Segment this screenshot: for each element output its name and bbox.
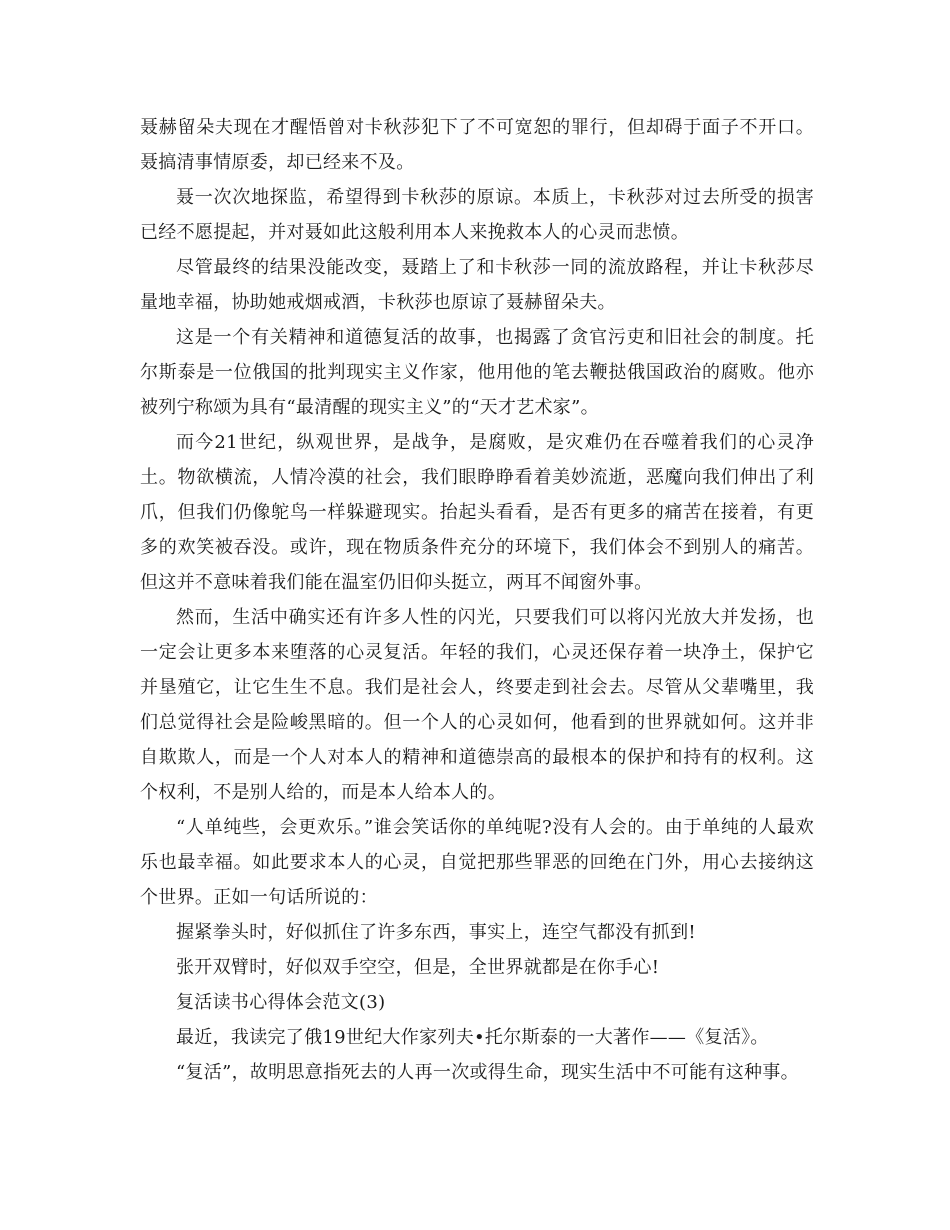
section-heading: 复活读书心得体会范文(3) — [176, 992, 386, 1013]
paragraph-11: 最近，我读完了俄19世纪大作家列夫•托尔斯泰的一大著作——《复活》。 — [176, 1027, 769, 1048]
document-body — [140, 110, 814, 1090]
paragraph-3: 尽管最终的结果没能改变，聂踏上了和卡秋莎一同的流放路程，并让卡秋莎尽量地幸福，协助她戒烟戒酒，卡秋莎也原谅了聂赫留朵夫。 — [140, 257, 814, 313]
paragraph-8: 握紧拳头时，好似抓住了许多东西，事实上，连空气都没有抓到! — [176, 922, 696, 943]
paragraph-9: 张开双臂时，好似双手空空，但是，全世界就都是在你手心! — [176, 957, 660, 978]
paragraph-5: 而今21世纪，纵观世界，是战争，是腐败，是灾难仍在吞噬着我们的心灵净土。物欲横流，人情冷漠的社会，我们眼睁睁看着美妙流逝，恶魔向我们伸出了利爪，但我们仍像鸵鸟一样躲避现实。抬起头看看，是否有更多的痛苦在接着，有更多的欢笑被吞没。或许，现在物质条件充分的环境下，我们体会不到别人的痛苦。但这并不意味着我们能在温室仍旧仰头挺立，两耳不闻窗外事。 — [140, 432, 814, 593]
paragraph-12: “复活”，故明思意指死去的人再一次或得生命，现实生活中不可能有这种事。 — [176, 1062, 799, 1083]
paragraph-7: “人单纯些，会更欢乐。”谁会笑话你的单纯呢?没有人会的。由于单纯的人最欢乐也最幸福。如此要求本人的心灵，自觉把那些罪恶的回绝在门外，用心去接纳这个世界。正如一句话所说的： — [140, 817, 814, 908]
paragraph-6: 然而，生活中确实还有许多人性的闪光，只要我们可以将闪光放大并发扬，也一定会让更多本来堕落的心灵复活。年轻的我们，心灵还保存着一块净土，保护它并垦殖它，让它生生不息。我们是社会人，终要走到社会去。尽管从父辈嘴里，我们总觉得社会是险峻黑暗的。但一个人的心灵如何，他看到的世界就如何。这并非自欺欺人，而是一个人对本人的精神和道德崇高的最根本的保护和持有的权利。这个权利，不是别人给的，而是本人给本人的。 — [140, 607, 814, 803]
paragraph-1: 聂赫留朵夫现在才醒悟曾对卡秋莎犯下了不可宽恕的罪行，但却碍于面子不开口。聂搞清事情原委，却已经来不及。 — [140, 117, 814, 173]
paragraph-4: 这是一个有关精神和道德复活的故事，也揭露了贪官污吏和旧社会的制度。托尔斯泰是一位俄国的批判现实主义作家，他用他的笔去鞭挞俄国政治的腐败。他亦被列宁称颂为具有“最清醒的现实主义”的“天才艺术家”。 — [140, 327, 814, 418]
paragraph-2: 聂一次次地探监，希望得到卡秋莎的原谅。本质上，卡秋莎对过去所受的损害已经不愿提起，并对聂如此这般利用本人来挽救本人的心灵而悲愤。 — [140, 187, 814, 243]
